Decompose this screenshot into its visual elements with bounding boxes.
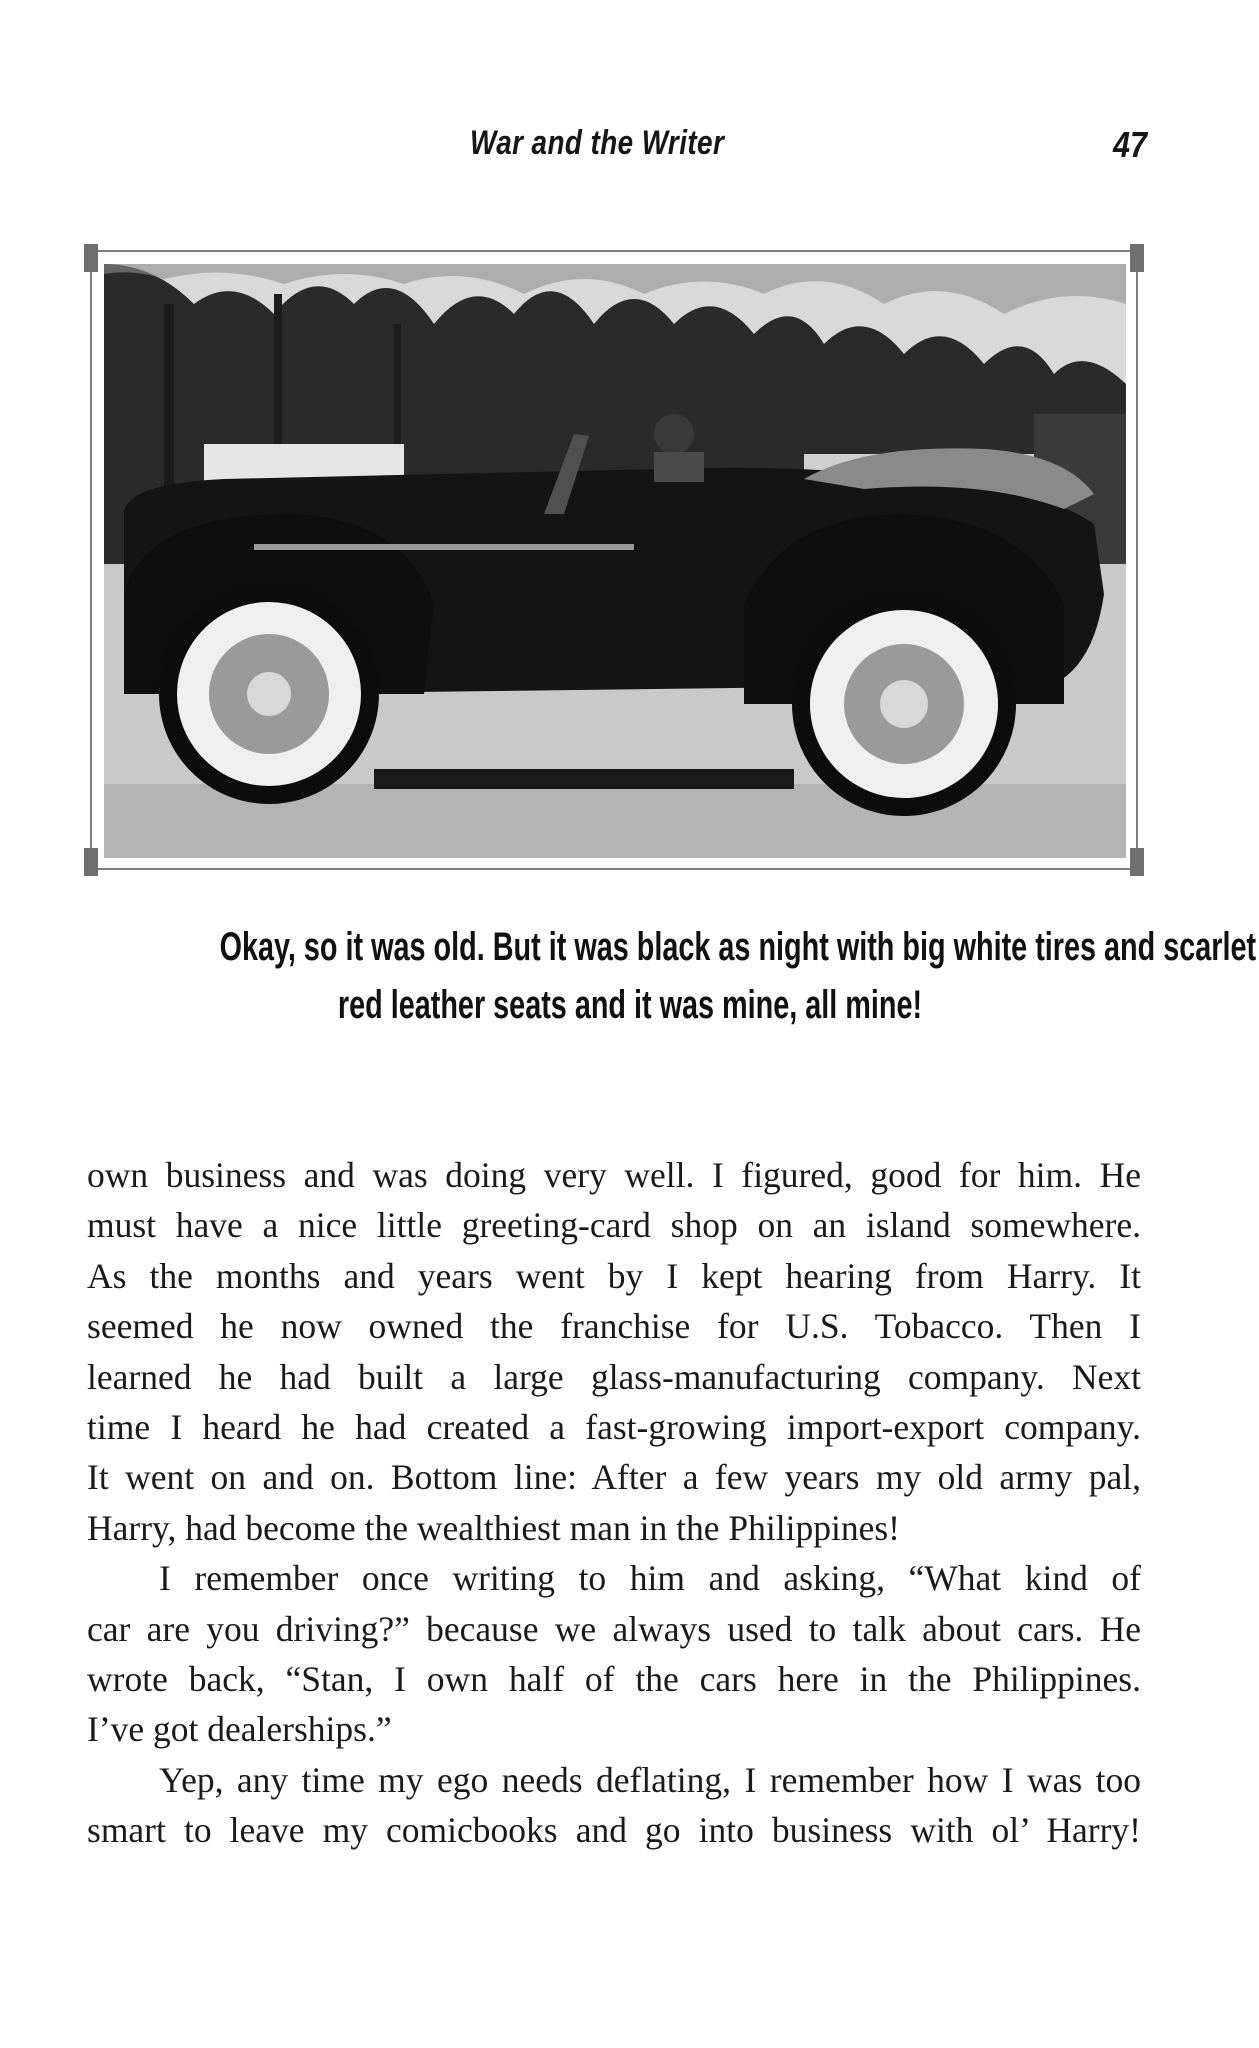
running-head <box>0 124 1259 174</box>
body-line: Yep, any time my ego needs deflating, I remember how I was too <box>159 1759 1141 1800</box>
running-title: War and the Writer <box>470 124 725 162</box>
body-line: seemed he now owned the franchise for U.S. Tobacco. Then I <box>87 1306 1141 1347</box>
frame-corner <box>84 848 98 876</box>
body-line: Harry, had become the wealthiest man in the Philippines! <box>87 1507 900 1548</box>
body-line: As the months and years went by I kept hearing from Harry. It <box>87 1255 1141 1296</box>
body-line: learned he had built a large glass-manufacturing company. Next <box>87 1356 1141 1397</box>
car-photo <box>104 264 1126 858</box>
body-line: car are you driving?” because we always used to talk about cars. He <box>87 1608 1141 1649</box>
figure-caption <box>60 918 1257 1034</box>
body-line: wrote back, “Stan, I own half of the cars here in the Philippines. <box>87 1659 1141 1700</box>
photo-frame <box>90 250 1138 870</box>
body-text <box>87 1150 1141 1856</box>
caption-line: red leather seats and it was mine, all mine! <box>337 983 923 1027</box>
body-line: I’ve got dealerships.” <box>87 1709 392 1750</box>
body-line: must have a nice little greeting-card shop on an island somewhere. <box>87 1205 1141 1246</box>
body-line: It went on and on. Bottom line: After a few years my old army pal, <box>87 1457 1141 1498</box>
frame-corner <box>1130 244 1144 272</box>
page-number: 47 <box>1112 124 1147 165</box>
body-line: time I heard he had created a fast-growing import-export company. <box>87 1407 1141 1448</box>
caption-line: Okay, so it was old. But it was black as night with big white tires and scarlet <box>219 925 1257 969</box>
frame-corner <box>84 244 98 272</box>
body-line: I remember once writing to him and asking, “What kind of <box>159 1558 1141 1599</box>
body-line: own business and was doing very well. I figured, good for him. He <box>87 1155 1141 1195</box>
body-line: smart to leave my comicbooks and go into business with ol’ Harry! <box>87 1810 1141 1851</box>
frame-corner <box>1130 848 1144 876</box>
